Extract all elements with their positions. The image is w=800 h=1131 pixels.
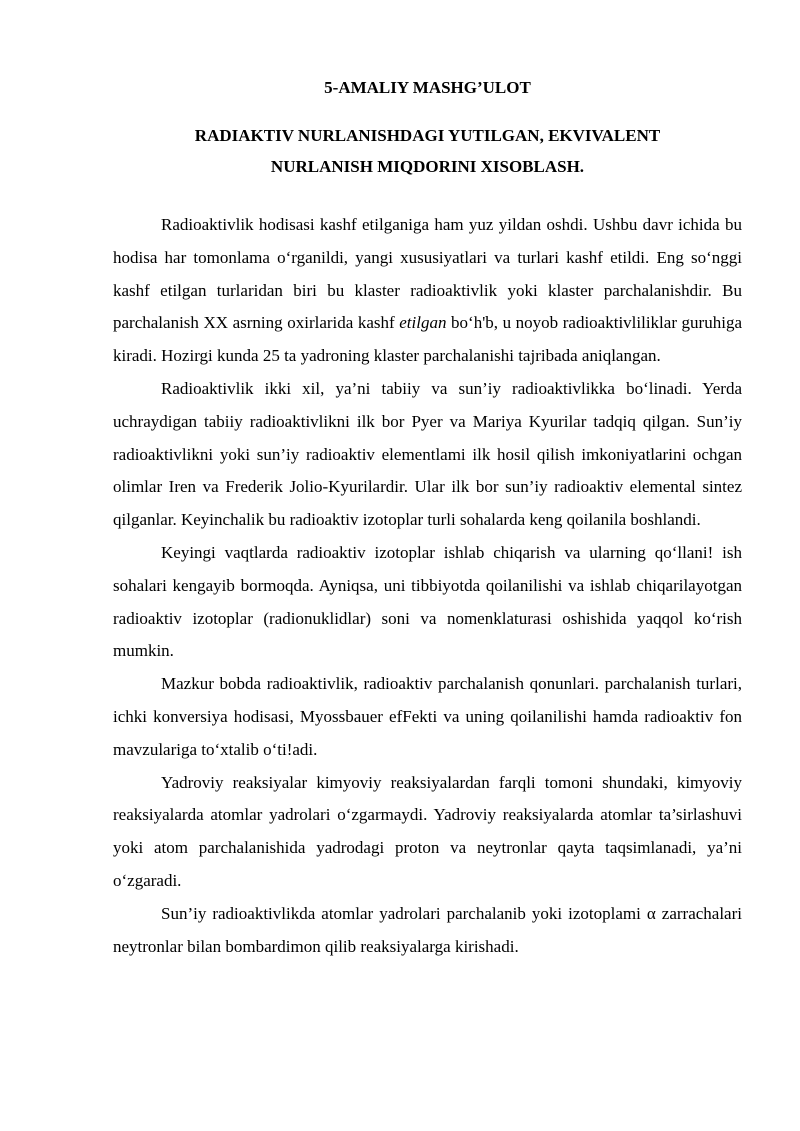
paragraph-1 (113, 209, 742, 373)
document-body (113, 209, 742, 963)
paragraph-1-italic-word: etilgan (399, 313, 447, 333)
subtitle-line-2: NURLANISH MIQDORINI XISOBLASH. (270, 157, 585, 176)
page-subtitle (113, 120, 742, 182)
paragraph-2: Radioaktivlik ikki xil, ya’ni tabiiy va sun’iy radioaktivlikka bo‘linadi. Yerda uchraydigan tabiiy radioaktivlikni ilk bor Pyer va Mariya Kyurilar tadqiq qilgan. Sun’iy radioaktivlikni yoki sun’iy radioaktiv elementlami ilk hosil qilish imkoniyatlarini ochgan olimlar Iren va Frederik Jolio-Kyurilardir. Ular ilk bor sun’iy radioaktiv elemental sintez qilganlar. Keyinchalik bu radioaktiv izotoplar turli sohalarda keng qoilanila boshlandi. (113, 378, 742, 530)
document-page (113, 0, 742, 963)
paragraph-6: Sun’iy radioaktivlikda atomlar yadrolari parchalanib yoki izotoplami α zarrachalari neytronlar bilan bombardimon qilib reaksiyalarga kirishadi. (113, 903, 742, 956)
paragraph-1-text-end: bo‘h'b, u noyob radioaktivliliklar guruhiga kiradi. Hozirgi kunda 25 ta yadroning klaster parchalanishi tajribada aniqlangan. (113, 313, 742, 366)
paragraph-1-text-start: Radioaktivlik hodisasi kashf etilganiga ham yuz yildan oshdi. Ushbu davr ichida bu hodisa har tomonlama o‘rganildi, yangi xususiyatlari va turlari kashf etildi. Eng so‘nggi kashf etilgan turlaridan biri bu klaster radioaktivlik yoki klaster parchalanishdir. Bu parchalanish XX asrning oxirlarida kashf (113, 215, 742, 333)
page-title: 5-AMALIY MASHG’ULOT (324, 78, 531, 97)
paragraph-3: Keyingi vaqtlarda radioaktiv izotoplar ishlab chiqarish va ularning qo‘llani! ish sohalari kengayib bormoqda. Ayniqsa, uni tibbiyotda qoilanilishi va ishlab chiqarilayotgan radioaktiv izotoplar (radionuklidlar) soni va nomenklaturasi oshishida yaqqol ko‘rish mumkin. (113, 542, 742, 661)
paragraph-5: Yadroviy reaksiyalar kimyoviy reaksiyalardan farqli tomoni shundaki, kimyoviy reaksiyalarda atomlar yadrolari o‘zgarmaydi. Yadroviy reaksiyalarda atomlar ta’sirlashuvi yoki atom parchalanishida yadrodagi proton va neytronlar qayta taqsimlanadi, ya’ni o‘zgaradi. (113, 772, 742, 890)
subtitle-line-1: RADIAKTIV NURLANISHDAGI YUTILGAN, EKVIVALENT (194, 126, 661, 145)
paragraph-4: Mazkur bobda radioaktivlik, radioaktiv parchalanish qonunlari. parchalanish turlari, ichki konversiya hodisasi, Myossbauer efFekti va uning qoilanilishi hamda radioaktiv fon mavzulariga to‘xtalib o‘ti!adi. (113, 674, 742, 759)
